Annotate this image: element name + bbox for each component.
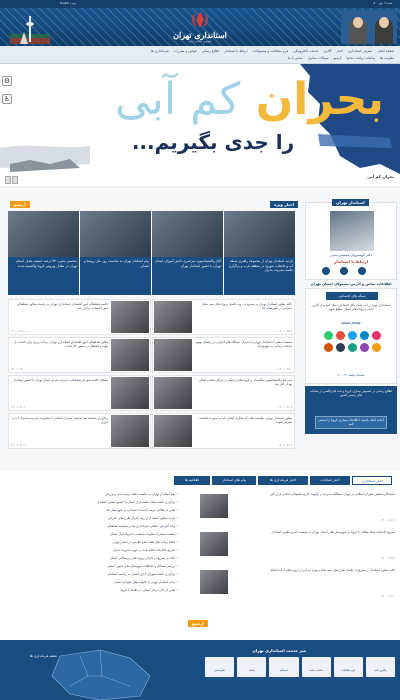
list-link[interactable]: • ارائه گزارش عملکرد فرمانداری ها در نشست هماهنگی	[8, 524, 178, 528]
nav-item[interactable]: قوانین و مقررات	[173, 49, 197, 53]
list-link[interactable]: • پیام استاندار تهران به مناسبت هفته تربیت بدنی و ورزش	[8, 492, 178, 496]
accessibility-icon[interactable]: ♿	[3, 95, 11, 103]
news-card-text: آغاز واکسیناسیون سراسری دانش آموزان استان تهران با حضور استاندار تهران	[155, 259, 221, 268]
news-thumbnail	[200, 532, 228, 556]
archive-tab[interactable]: آرشیو	[10, 201, 30, 208]
news-thumbnail	[200, 494, 228, 518]
news-list-item[interactable]	[8, 337, 151, 373]
social-description: استانداری تهران را در شبکه های اجتماعی دنبال کنید و از آخرین اخبار و رویدادهای استان مطلع شوید	[311, 303, 391, 312]
milad-tower-icon	[10, 14, 50, 44]
bale-icon[interactable]	[348, 343, 357, 352]
nav-item[interactable]: اطلاع رسانی	[201, 49, 220, 53]
site-title[interactable]: استانداری تهران	[173, 30, 227, 40]
rubika-icon[interactable]	[336, 343, 345, 352]
covid-promo	[305, 386, 397, 434]
news-item-date: ۱۴۰۰/۰۷/۰۸	[11, 443, 25, 447]
tab-governor-messages[interactable]: پیام های استاندار	[212, 476, 256, 485]
featured-item-text: نمایندگان مجلس شورای اسلامی از تهران: مطالبات مردم در اولویت کاری مسئولان استانی قرار گیرد	[269, 492, 395, 496]
nav-item[interactable]: معرفی استانداری	[348, 49, 373, 53]
sms-number: سامانه پیامک ۳۰۰۰۲۱	[337, 373, 365, 377]
news-item-text: ثبت نام واکسیناسیون سالمندان و گروه های پرخطر در مراکز منتخب استان تهران آغاز شد	[198, 378, 292, 387]
services-grid	[205, 657, 395, 677]
promo-button[interactable]: آماده کمک باشید، اطلاعات بیماری کرونا را منتشر کنید	[315, 416, 387, 429]
igap-icon[interactable]	[324, 343, 333, 352]
featured-item-date: ۱۴۰۰/۰۷/۱۱	[381, 594, 395, 598]
nav-item[interactable]: فرم مطالبات و پیشنهادات	[252, 49, 289, 53]
main-nav	[0, 46, 400, 64]
footer	[0, 640, 400, 700]
list-link[interactable]: • تقدیر از کادر درمان استان در مقابله با کرونا	[8, 588, 178, 592]
news-item-date: ۱۴۰۰/۰۷/۱۰	[11, 367, 25, 371]
leaders-portrait	[341, 10, 397, 44]
news-item-date: ۱۴۰۰/۰۷/۰۸	[278, 443, 292, 447]
list-link[interactable]: • تاکید بر تسریع در اجرای پروژه های زیرساختی استان	[8, 556, 178, 560]
list-link[interactable]: • تشریح اقدامات انجام شده در حوزه مدیریت بحران	[8, 548, 178, 552]
news-item-date: ۱۴۰۰/۰۷/۱۰	[278, 367, 292, 371]
news-card[interactable]	[224, 211, 295, 295]
pager-prev-button[interactable]	[12, 176, 18, 184]
news-list-item[interactable]	[152, 299, 295, 335]
mail-icon[interactable]	[358, 267, 366, 275]
list-link[interactable]: • اعلام برنامه های هفته دفاع مقدس در استان تهران	[8, 540, 178, 544]
news-card-text: پیام استاندار تهران به مناسبت روز ملی روستا و عشایر	[83, 259, 149, 268]
featured-list-item[interactable]	[200, 568, 395, 602]
soroush-icon[interactable]	[360, 343, 369, 352]
news-thumbnail	[154, 339, 192, 371]
news-card[interactable]	[152, 211, 223, 295]
banner-caption: بحران کم آبی	[367, 174, 394, 179]
news-list-item[interactable]	[8, 299, 151, 335]
top-bar	[0, 0, 400, 8]
featured-item-date: ۱۴۰۰/۰۷/۱۲	[381, 556, 395, 560]
pager-next-button[interactable]	[5, 176, 11, 184]
banner-headline-part1: بحران	[255, 74, 384, 125]
news-thumbnail	[154, 415, 192, 447]
instagram-icon[interactable]	[372, 331, 381, 340]
nav-item[interactable]: گالری	[323, 49, 332, 53]
nav-item[interactable]: آرشیو	[333, 56, 342, 60]
eitaa-icon[interactable]	[372, 343, 381, 352]
portrait-face	[379, 17, 389, 28]
settings-icon[interactable]: ⚙	[3, 77, 11, 85]
news-item-text: نشست مشترک استاندار تهران با مدیران دستگاه های اجرایی در راستای بهبود خدمات رسانی به شهروندان	[195, 340, 292, 349]
nav-item[interactable]: سوالات متداول	[307, 56, 329, 60]
banner-pager	[5, 176, 18, 184]
news-card-text: بازدید استاندار تهران از مجموعه راهبری شبکه آب و فاضلاب شهری در منطقه غرب و برگزاری جلسه مدیریت بحران	[228, 259, 293, 273]
news-list-item[interactable]	[8, 375, 151, 411]
aparat-icon[interactable]	[336, 331, 345, 340]
nav-item[interactable]: خدمات الکترونیکی	[293, 49, 319, 53]
featured-item-text: تاکید معاون استاندار بر تسریع در تکمیل طرح های نیمه تمام و بهره برداری از پروژه های آماده افتتاح	[270, 568, 395, 572]
news-list-item[interactable]	[152, 337, 295, 373]
news-item-text: تشکیل جلسه شورای هماهنگی مدیریت بحران استان تهران با حضور استاندار	[13, 378, 108, 382]
whatsapp-icon[interactable]	[324, 331, 333, 340]
news-image	[8, 211, 79, 257]
contact-governor-link[interactable]: ارتباط با استاندار	[333, 259, 369, 264]
telegram-icon[interactable]	[360, 331, 369, 340]
news-thumbnail	[111, 377, 149, 409]
news-item-text: معاون هماهنگی امور اقتصادی استانداری تهران: برنامه ریزی برای حمایت از تولید و اشتغال در دستور کار است	[14, 340, 108, 349]
social-heading: شبکه های اجتماعی	[326, 292, 378, 300]
iran-emblem-icon	[188, 11, 212, 29]
news-item-date: ۱۴۰۰/۰۷/۰۹	[278, 405, 292, 409]
list-link[interactable]: • برگزاری جلسه شورای اداری استان به ریاست استاندار	[8, 572, 178, 576]
featured-item-text: تشریح اقدامات ستاد مقابله با کرونا در شهرستان های استان تهران در نشست خبری معاون استاندار	[271, 530, 395, 534]
topbar-date: شنبه ۱۳ مهر ۱۴۰۰	[372, 2, 392, 5]
service-tile[interactable]: استعلام	[269, 657, 298, 677]
nav-row-primary	[151, 49, 394, 53]
news-item-text: جلسه هماهنگی امور اقتصادی استانداری تهران به ریاست معاون هماهنگی امور اقتصادی برگزار شد	[16, 302, 108, 311]
tab-governorate-news[interactable]: اخبار استانداری	[352, 476, 392, 485]
service-tile[interactable]: نظرسنجی	[205, 657, 234, 677]
social-icons-grid	[324, 331, 381, 352]
banner-headline	[115, 74, 384, 125]
service-tile[interactable]: سامانه سامد	[302, 657, 331, 677]
special-news-title: اخبار ویژه	[270, 201, 298, 208]
nav-item[interactable]: تماس با ما	[288, 56, 303, 60]
news-thumbnail	[154, 377, 192, 409]
list-link[interactable]: • دیدار استاندار تهران با خانواده های شهدای استان	[8, 580, 178, 584]
phone-icon[interactable]	[340, 267, 348, 275]
list-link[interactable]: • نشست مشترک معاونت سیاسی با فرمانداران استان	[8, 532, 178, 536]
news-card[interactable]	[8, 211, 79, 295]
governor-actions	[322, 267, 366, 275]
nav-item[interactable]: سامانه دریافت محتوا	[346, 56, 376, 60]
news-card[interactable]	[80, 211, 151, 295]
tabs-section	[0, 470, 400, 640]
banner-subline: را جدی بگیریم...	[131, 130, 295, 154]
news-item-date: ۱۴۰۰/۰۷/۱۱	[11, 329, 25, 333]
site-subtitle: جمهوری اسلامی ایران	[188, 40, 212, 43]
featured-list-item[interactable]	[200, 530, 395, 564]
social-handle[interactable]: @ostan_teh	[341, 321, 361, 325]
news-thumbnail	[111, 339, 149, 371]
contact-info-title[interactable]: اطلاعات تماس و آدرس مسئولان استان تهران	[310, 282, 392, 286]
news-list-item[interactable]	[152, 413, 295, 449]
news-item-date: ۱۴۰۰/۰۷/۱۱	[278, 329, 292, 333]
governor-box	[305, 202, 397, 280]
news-list-item[interactable]	[152, 375, 295, 411]
news-image	[224, 211, 295, 257]
list-link[interactable]: • برگزاری جلسه ستاد تنظیم بازار استان با حضور معاون استاندار	[8, 500, 178, 504]
topbar-links[interactable]: ورود | English	[60, 2, 77, 5]
list-link[interactable]: • بررسی مسائل و مشکلات شهرستان های جنوبی استان	[8, 564, 178, 568]
nav-item[interactable]: صفحه اصلی	[377, 49, 394, 53]
news-card-text: محسنی بندپی: ۴۳ درصد جمعیت هدف استان تهران در مقابل ویروس کرونا واکسینه شدند	[15, 259, 77, 268]
portrait-face	[353, 17, 363, 28]
news-item-text: معاون استاندار تهران: ظرفیت های گردشگری استان باید به صورت هدفمند معرفی شوند	[199, 416, 292, 425]
featured-item-date: ۱۴۰۰/۰۷/۱۳	[381, 518, 395, 522]
nav-item[interactable]: ارتباط با استاندار	[224, 49, 248, 53]
news-item-date: ۱۴۰۰/۰۷/۰۹	[11, 405, 25, 409]
tab-county-news[interactable]: اخبار فرمانداری ها	[258, 476, 308, 485]
tabs-archive-button[interactable]: آرشیو	[188, 620, 208, 627]
list-link[interactable]: • بازدید معاون استاندار از روند اجرای طرح های عمرانی	[8, 516, 178, 520]
map-title: نقشه فرمانداری ها	[30, 654, 57, 658]
main-content	[0, 188, 400, 508]
hero-banner[interactable]	[0, 64, 400, 186]
province-map[interactable]	[40, 646, 160, 700]
banner-headline-part2: کم آبی	[115, 74, 241, 125]
tab-announcements[interactable]: اطلاعیه ها	[174, 476, 210, 485]
service-tile[interactable]: پیگیری نامه	[366, 657, 395, 677]
governor-name: دکتر انوشیروان محسنی بندپی	[329, 253, 373, 257]
site-header	[0, 8, 400, 46]
featured-list-item[interactable]	[200, 492, 395, 526]
promo-text: اطلاع رسانی در خصوص بیماری کرونا و ثبت نام واکسن در سامانه های رسمی کشور	[310, 389, 392, 398]
tab-election-news[interactable]: اخبار انتخابات	[310, 476, 350, 485]
news-image	[80, 211, 151, 257]
governor-box-title: استاندار تهران	[332, 199, 369, 206]
news-thumbnail	[111, 301, 149, 333]
calendar-icon[interactable]	[322, 267, 330, 275]
news-thumbnail	[154, 301, 192, 333]
news-thumbnail	[111, 415, 149, 447]
governor-photo	[330, 211, 374, 251]
news-image	[152, 211, 223, 257]
service-tile[interactable]: فرم مطالبات	[334, 657, 363, 677]
nav-item[interactable]: معاونت ها	[380, 56, 394, 60]
news-list-item[interactable]	[8, 413, 151, 449]
twitter-icon[interactable]	[348, 331, 357, 340]
nav-item[interactable]: اخبار	[336, 49, 344, 53]
services-title: میز خدمت استانداری تهران	[252, 648, 306, 653]
service-tile[interactable]: پیامک	[237, 657, 266, 677]
news-thumbnail	[200, 570, 228, 594]
news-item-text: برگزاری نشست هم اندیشی مدیران استانی با محوریت مدیریت مصرف آب و انرژی	[12, 416, 108, 425]
nav-item[interactable]: فرمانداری ها	[150, 49, 169, 53]
nav-row-secondary	[288, 56, 394, 60]
news-item-text: تاکید معاون استاندار تهران بر تسریع در روند تکمیل پروژه های نیمه تمام عمرانی در شهرستان ها	[202, 302, 292, 311]
social-box	[305, 288, 397, 384]
list-link[interactable]: • تقدیر از فعالان عرصه خدمات اجتماعی در شهرستان ها	[8, 508, 178, 512]
